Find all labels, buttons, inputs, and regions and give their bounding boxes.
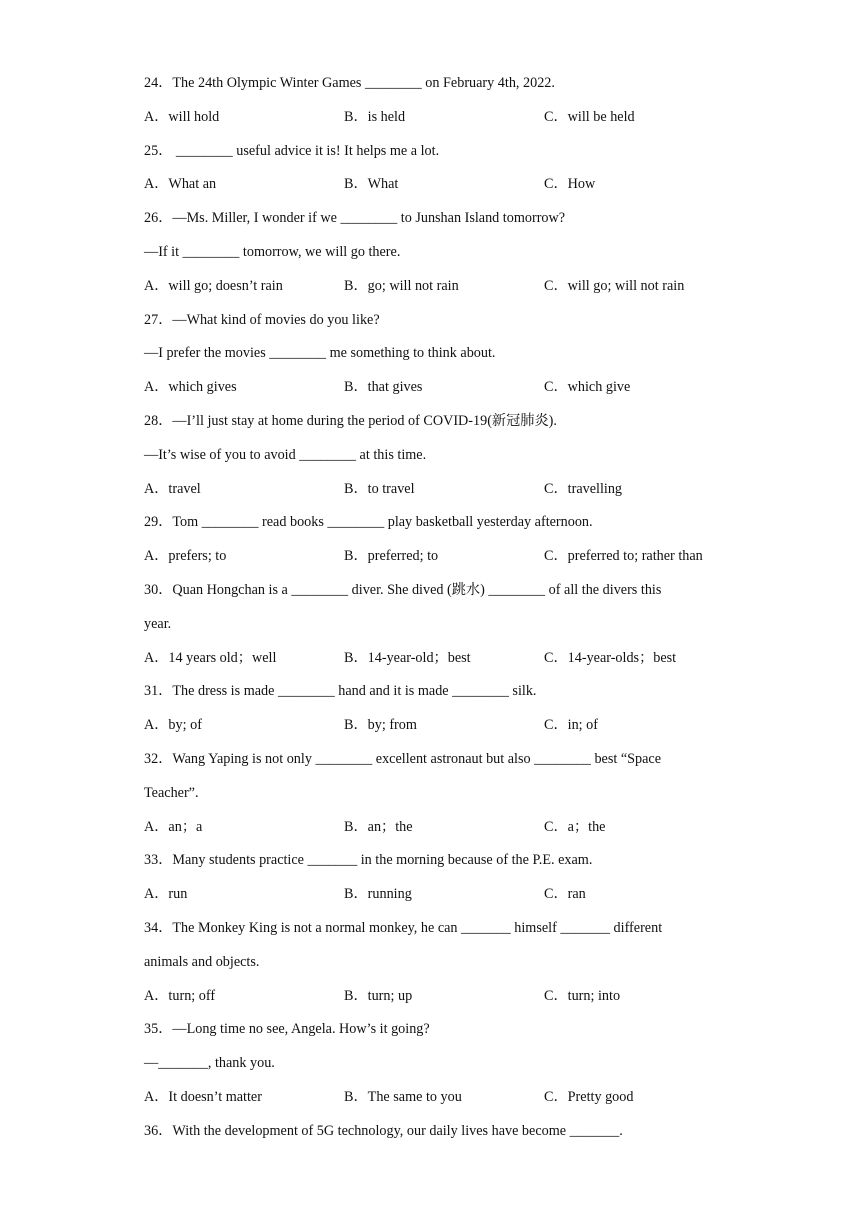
answer-options — [144, 274, 744, 308]
option-c: C．will be held — [544, 108, 635, 125]
option-c: C．Pretty good — [544, 1088, 634, 1105]
answer-options — [144, 815, 744, 849]
option-b: B．by; from — [344, 717, 417, 734]
option-a: A．What an — [144, 176, 217, 193]
option-a: A．turn; off — [144, 987, 216, 1004]
question-block — [144, 139, 744, 207]
question-block — [144, 916, 744, 1017]
answer-options — [144, 1085, 744, 1119]
question-block — [144, 1017, 744, 1118]
option-c: C．How — [544, 176, 596, 193]
question-line: —_______, thank you. — [144, 1055, 275, 1072]
option-c: C．preferred to; rather than — [544, 548, 703, 565]
option-b: B．What — [344, 176, 399, 193]
option-c: C．14-year-olds；best — [544, 649, 677, 666]
option-b: B．14-year-old；best — [344, 649, 471, 666]
question-stem: 36．With the development of 5G technology, our daily lives have become _______. — [144, 1122, 623, 1139]
option-a: A．It doesn’t matter — [144, 1088, 262, 1105]
option-c: C．a；the — [544, 818, 606, 835]
question-block — [144, 679, 744, 747]
question-line: Teacher”. — [144, 784, 199, 801]
option-c: C．will go; will not rain — [544, 277, 685, 294]
option-b: B．go; will not rain — [344, 277, 459, 294]
answer-options — [144, 477, 744, 511]
option-a: A．14 years old；well — [144, 649, 277, 666]
option-a: A．which gives — [144, 379, 237, 396]
question-stem: 32．Wang Yaping is not only ________ excellent astronaut but also ________ best “Space — [144, 750, 662, 767]
question-block — [144, 848, 744, 916]
option-a: A．will go; doesn’t rain — [144, 277, 283, 294]
option-b: B．running — [344, 886, 412, 903]
question-stem: 33．Many students practice _______ in the morning because of the P.E. exam. — [144, 852, 593, 869]
question-stem: 27．—What kind of movies do you like? — [144, 311, 380, 328]
question-stem: 26．—Ms. Miller, I wonder if we ________ to Junshan Island tomorrow? — [144, 210, 566, 227]
option-a: A．by; of — [144, 717, 202, 734]
question-block — [144, 510, 744, 578]
question-block — [144, 71, 744, 139]
question-stem: 35．—Long time no see, Angela. How’s it going? — [144, 1021, 430, 1038]
option-c: C．turn; into — [544, 987, 621, 1004]
question-line: —If it ________ tomorrow, we will go there. — [144, 243, 401, 260]
question-block — [144, 308, 744, 409]
question-line: animals and objects. — [144, 953, 260, 970]
answer-options — [144, 544, 744, 578]
answer-options — [144, 882, 744, 916]
question-stem: 29．Tom ________ read books ________ play basketball yesterday afternoon. — [144, 514, 593, 531]
question-block — [144, 1119, 744, 1153]
option-b: B．The same to you — [344, 1088, 462, 1105]
answer-options — [144, 646, 744, 680]
question-line: year. — [144, 615, 172, 632]
option-b: B．turn; up — [344, 987, 413, 1004]
answer-options — [144, 105, 744, 139]
option-b: B．to travel — [344, 480, 415, 497]
question-block — [144, 578, 744, 679]
option-c: C．travelling — [544, 480, 623, 497]
option-c: C．which give — [544, 379, 631, 396]
question-line: —It’s wise of you to avoid ________ at this time. — [144, 446, 427, 463]
option-b: B．an；the — [344, 818, 413, 835]
question-block — [144, 206, 744, 307]
answer-options — [144, 713, 744, 747]
question-stem: 34．The Monkey King is not a normal monkey, he can _______ himself _______ different — [144, 919, 663, 936]
option-a: A．run — [144, 886, 188, 903]
question-stem: 31．The dress is made ________ hand and it is made ________ silk. — [144, 683, 537, 700]
answer-options — [144, 984, 744, 1018]
question-stem: 28．—I’ll just stay at home during the period of COVID-19(新冠肺炎). — [144, 412, 557, 429]
question-stem: 25． ________ useful advice it is! It helps me a lot. — [144, 142, 440, 159]
question-block — [144, 747, 744, 848]
answer-options — [144, 375, 744, 409]
option-c: C．ran — [544, 886, 586, 903]
exam-page — [144, 71, 744, 1153]
question-stem: 30．Quan Hongchan is a ________ diver. She dived (跳水) ________ of all the divers this — [144, 581, 662, 598]
option-b: B．is held — [344, 108, 406, 125]
option-a: A．prefers; to — [144, 548, 227, 565]
option-c: C．in; of — [544, 717, 598, 734]
option-a: A．travel — [144, 480, 201, 497]
question-line: —I prefer the movies ________ me something to think about. — [144, 345, 496, 362]
option-b: B．that gives — [344, 379, 423, 396]
question-block — [144, 409, 744, 510]
question-stem: 24．The 24th Olympic Winter Games ________ on February 4th, 2022. — [144, 75, 555, 91]
option-a: A．an；a — [144, 818, 203, 835]
option-b: B．preferred; to — [344, 548, 439, 565]
answer-options — [144, 172, 744, 206]
option-a: A．will hold — [144, 108, 220, 125]
